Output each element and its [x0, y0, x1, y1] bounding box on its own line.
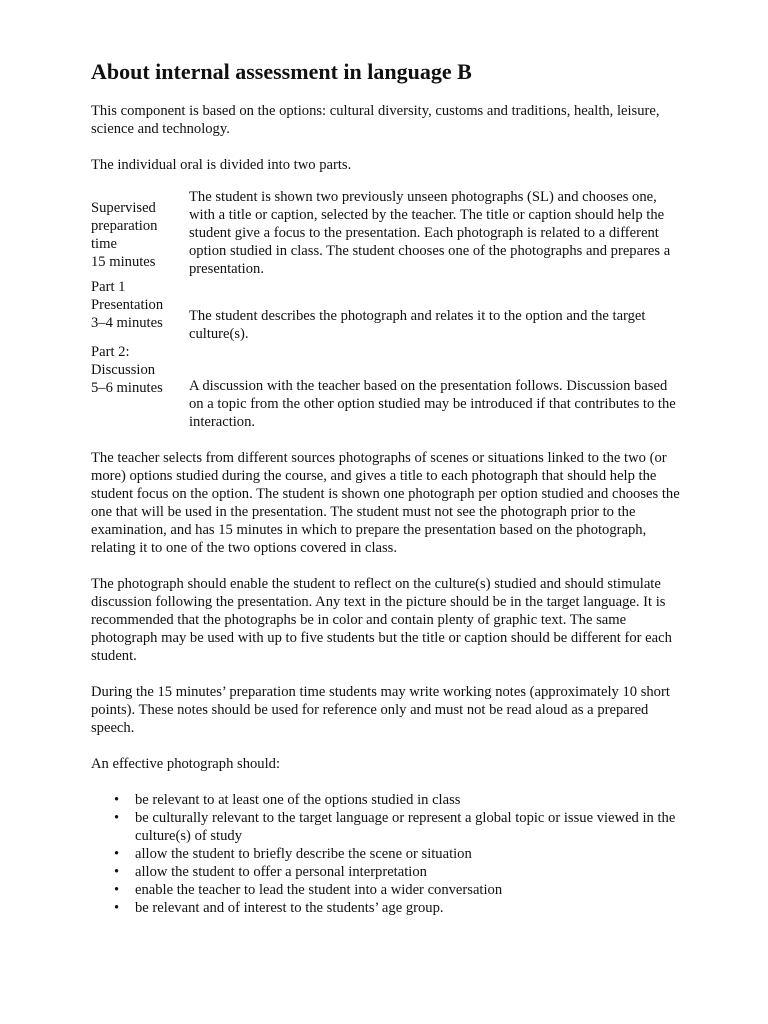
preparation-label [91, 188, 189, 278]
table-row-preparation [91, 188, 681, 278]
table-row-part-1 [91, 278, 681, 343]
list-item: • be culturally relevant to the target language or represent a global topic or issue viewed in the culture(s) of study [135, 809, 681, 845]
effective-photograph-lead: An effective photograph should: [91, 756, 280, 772]
photograph-purpose-paragraph: The photograph should enable the student to reflect on the culture(s) studied and should stimulate discussion following the presentation. Any text in the picture should be in the target language. It is recommended that the photographs be in color and contain plenty of graphic text. The same photograph may be used with up to five students but the title or caption should be different for each student. [91, 576, 672, 664]
label-line: Presentation [91, 297, 164, 313]
oral-intro-paragraph: The individual oral is divided into two parts. [91, 157, 352, 173]
list-item: • allow the student to briefly describe the scene or situation [135, 845, 681, 863]
oral-parts-table [91, 188, 681, 431]
preparation-notes-paragraph: During the 15 minutes’ preparation time students may write working notes (approximately 10 short points). These notes should be used for reference only and must not be read aloud as a prepared speech. [91, 684, 670, 736]
document-page [91, 58, 681, 917]
part-2-label [91, 343, 189, 431]
label-line: 15 minutes [91, 254, 156, 270]
list-item: • be relevant and of interest to the students’ age group. [135, 899, 681, 917]
label-line: preparation [91, 218, 158, 234]
label-line: Discussion [91, 362, 156, 378]
part-1-label [91, 278, 189, 343]
list-item: • allow the student to offer a personal interpretation [135, 863, 681, 881]
label-line: time [91, 236, 117, 252]
label-line: Part 2: [91, 344, 130, 360]
list-item: • enable the teacher to lead the student into a wider conversation [135, 881, 681, 899]
page-title: About internal assessment in language B [91, 59, 472, 84]
part-1-description: The student describes the photograph and relates it to the option and the target culture(s). [189, 308, 646, 342]
label-line: Part 1 [91, 279, 126, 295]
part-2-description: A discussion with the teacher based on the presentation follows. Discussion based on a topic from the other option studied may be introduced if that contributes to the interaction. [189, 378, 676, 430]
label-line: 5–6 minutes [91, 380, 163, 396]
table-row-part-2 [91, 343, 681, 431]
photograph-selection-paragraph: The teacher selects from different sources photographs of scenes or situations linked to the two (or more) options studied during the course, and gives a title to each photograph that should help the student focus on the option. The student is shown one photograph per option studied and chooses the one that will be used in the presentation. The student must not see the photograph prior to the examination, and has 15 minutes in which to prepare the presentation based on the photograph, relating it to one of the two options covered in class. [91, 450, 680, 556]
label-line: 3–4 minutes [91, 315, 163, 331]
effective-photograph-list [91, 791, 681, 917]
label-line: Supervised [91, 200, 156, 216]
intro-paragraph: This component is based on the options: cultural diversity, customs and traditions, health, leisure, science and technology. [91, 103, 660, 137]
list-item: • be relevant to at least one of the options studied in class [135, 791, 681, 809]
preparation-description: The student is shown two previously unseen photographs (SL) and chooses one, with a title or caption, selected by the teacher. The title or caption should help the student give a focus to the presentation. Each photograph is related to a different option studied in class. The student chooses one of the photographs and prepares a presentation. [189, 189, 671, 277]
